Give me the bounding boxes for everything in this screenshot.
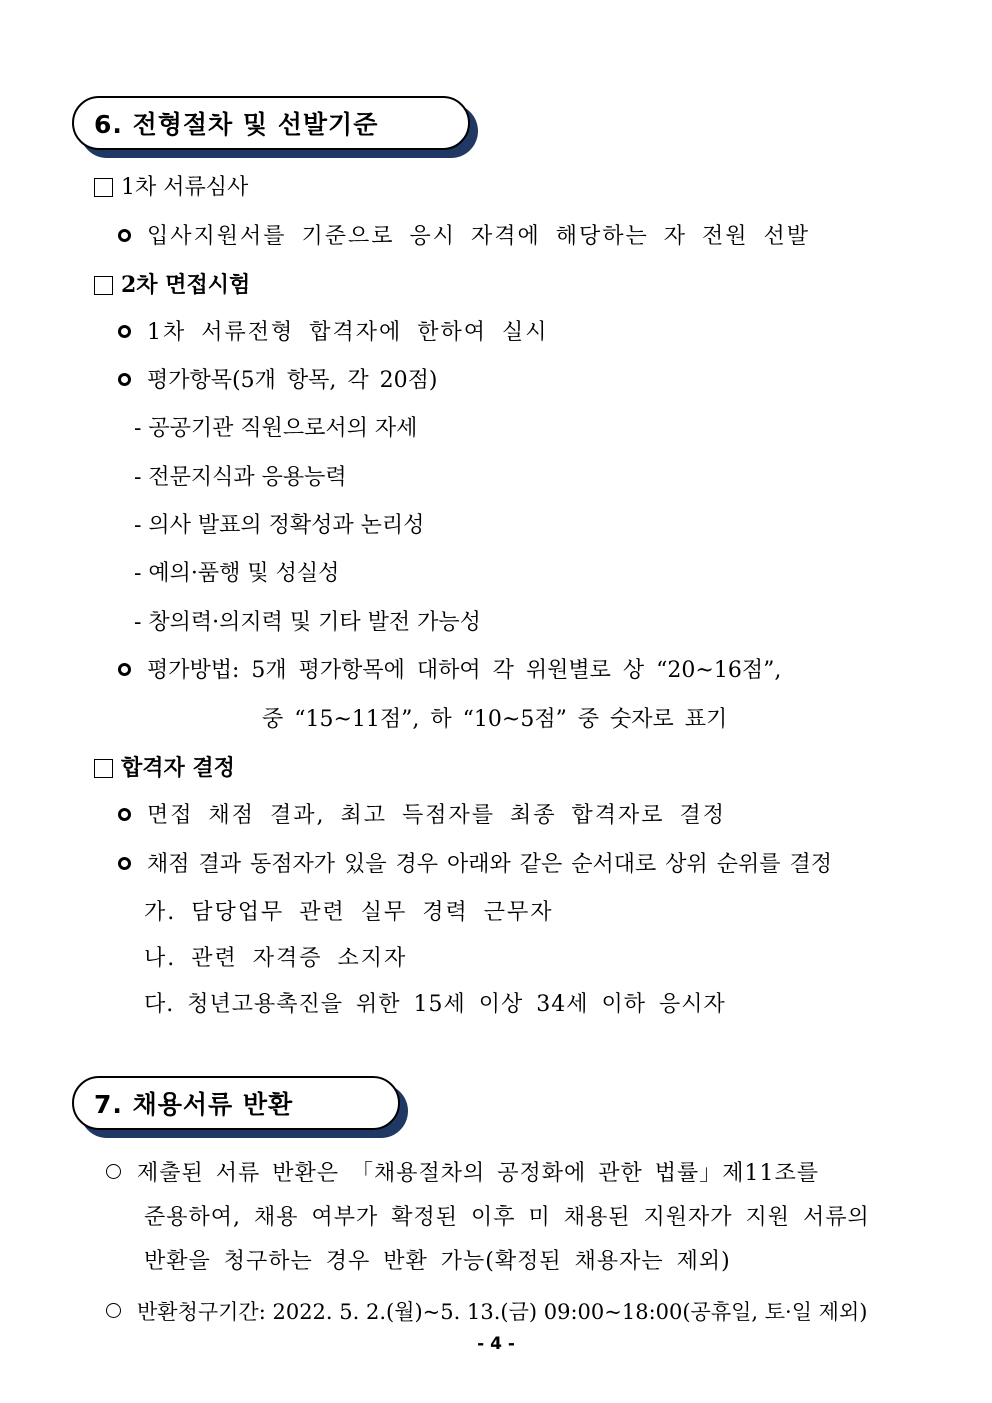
stage1-item-text: 입사지원서를 기준으로 응시 자격에 해당하는 자 전원 선발 — [147, 224, 811, 249]
page-number: - 4 - — [477, 1334, 515, 1354]
bullet-circle-icon — [118, 373, 131, 386]
order-item: 나. 관련 자격증 소지자 — [144, 946, 408, 971]
stage1-heading-text: 1차 서류심사 — [121, 175, 249, 200]
order-item: 다. 청년고용촉진을 위한 15세 이상 34세 이하 응시자 — [144, 992, 726, 1017]
bullet-circle-icon — [118, 808, 131, 821]
stage2-heading — [94, 270, 250, 300]
stage1-item — [118, 222, 810, 252]
bullet-circle-icon — [118, 229, 131, 242]
section7-item2-text: 반환청구기간: 2022. 5. 2.(월)~5. 13.(금) 09:00~18:00(공휴일, 토·일 제외) — [137, 1300, 868, 1324]
bullet-circle-icon — [118, 857, 131, 870]
stage1-heading — [94, 173, 248, 203]
stage2-item3 — [118, 656, 781, 686]
checkbox-square-icon — [94, 178, 113, 197]
section7-item1-cont: 준용하여, 채용 여부가 확정된 이후 미 채용된 지원자가 지원 서류의 — [144, 1205, 870, 1230]
section7-item1-cont: 반환을 청구하는 경우 반환 가능(확정된 채용자는 제외) — [144, 1249, 731, 1274]
decision-item2 — [118, 850, 832, 880]
bullet-open-circle-icon — [106, 1303, 121, 1318]
stage2-item3-cont: 중 “15~11점”, 하 “10~5점” 중 숫자로 표기 — [262, 707, 728, 732]
criteria-item: - 전문지식과 응용능력 — [134, 465, 347, 490]
criteria-item: - 의사 발표의 정확성과 논리성 — [134, 513, 425, 538]
decision-item1-text: 면접 채점 결과, 최고 득점자를 최종 합격자로 결정 — [147, 803, 726, 828]
stage2-heading-text: 2차 면접시험 — [121, 272, 251, 298]
bullet-circle-icon — [118, 325, 131, 338]
section-7-title: 7. 채용서류 반환 — [72, 1076, 400, 1130]
decision-item2-text: 채점 결과 동점자가 있을 경우 아래와 같은 순서대로 상위 순위를 결정 — [147, 852, 832, 877]
criteria-item: - 예의·품행 및 성실성 — [134, 561, 340, 586]
section-6-title: 6. 전형절차 및 선발기준 — [72, 96, 470, 150]
checkbox-square-icon — [94, 276, 113, 295]
criteria-item: - 창의력·의지력 및 기타 발전 가능성 — [134, 610, 481, 635]
section-6-heading — [72, 96, 470, 150]
bullet-open-circle-icon — [106, 1164, 121, 1179]
section7-item1-text: 제출된 서류 반환은 「채용절차의 공정화에 관한 법률」제11조를 — [137, 1161, 820, 1186]
section7-item1 — [106, 1159, 819, 1189]
stage2-item1 — [118, 318, 549, 348]
bullet-circle-icon — [118, 663, 131, 676]
section-7-heading — [72, 1076, 400, 1130]
stage2-item3-text: 평가방법: 5개 평가항목에 대하여 각 위원별로 상 “20~16점”, — [147, 658, 782, 683]
criteria-item: - 공공기관 직원으로서의 자세 — [134, 416, 418, 441]
decision-heading — [94, 753, 235, 783]
checkbox-square-icon — [94, 759, 113, 778]
order-item: 가. 담당업무 관련 실무 경력 근무자 — [144, 900, 554, 925]
stage2-item1-text: 1차 서류전형 합격자에 한하여 실시 — [147, 320, 549, 345]
decision-heading-text: 합격자 결정 — [121, 755, 235, 781]
stage2-item2 — [118, 366, 437, 396]
decision-item1 — [118, 801, 726, 831]
section7-item2 — [106, 1297, 867, 1327]
stage2-item2-text: 평가항목(5개 항목, 각 20점) — [147, 368, 438, 393]
